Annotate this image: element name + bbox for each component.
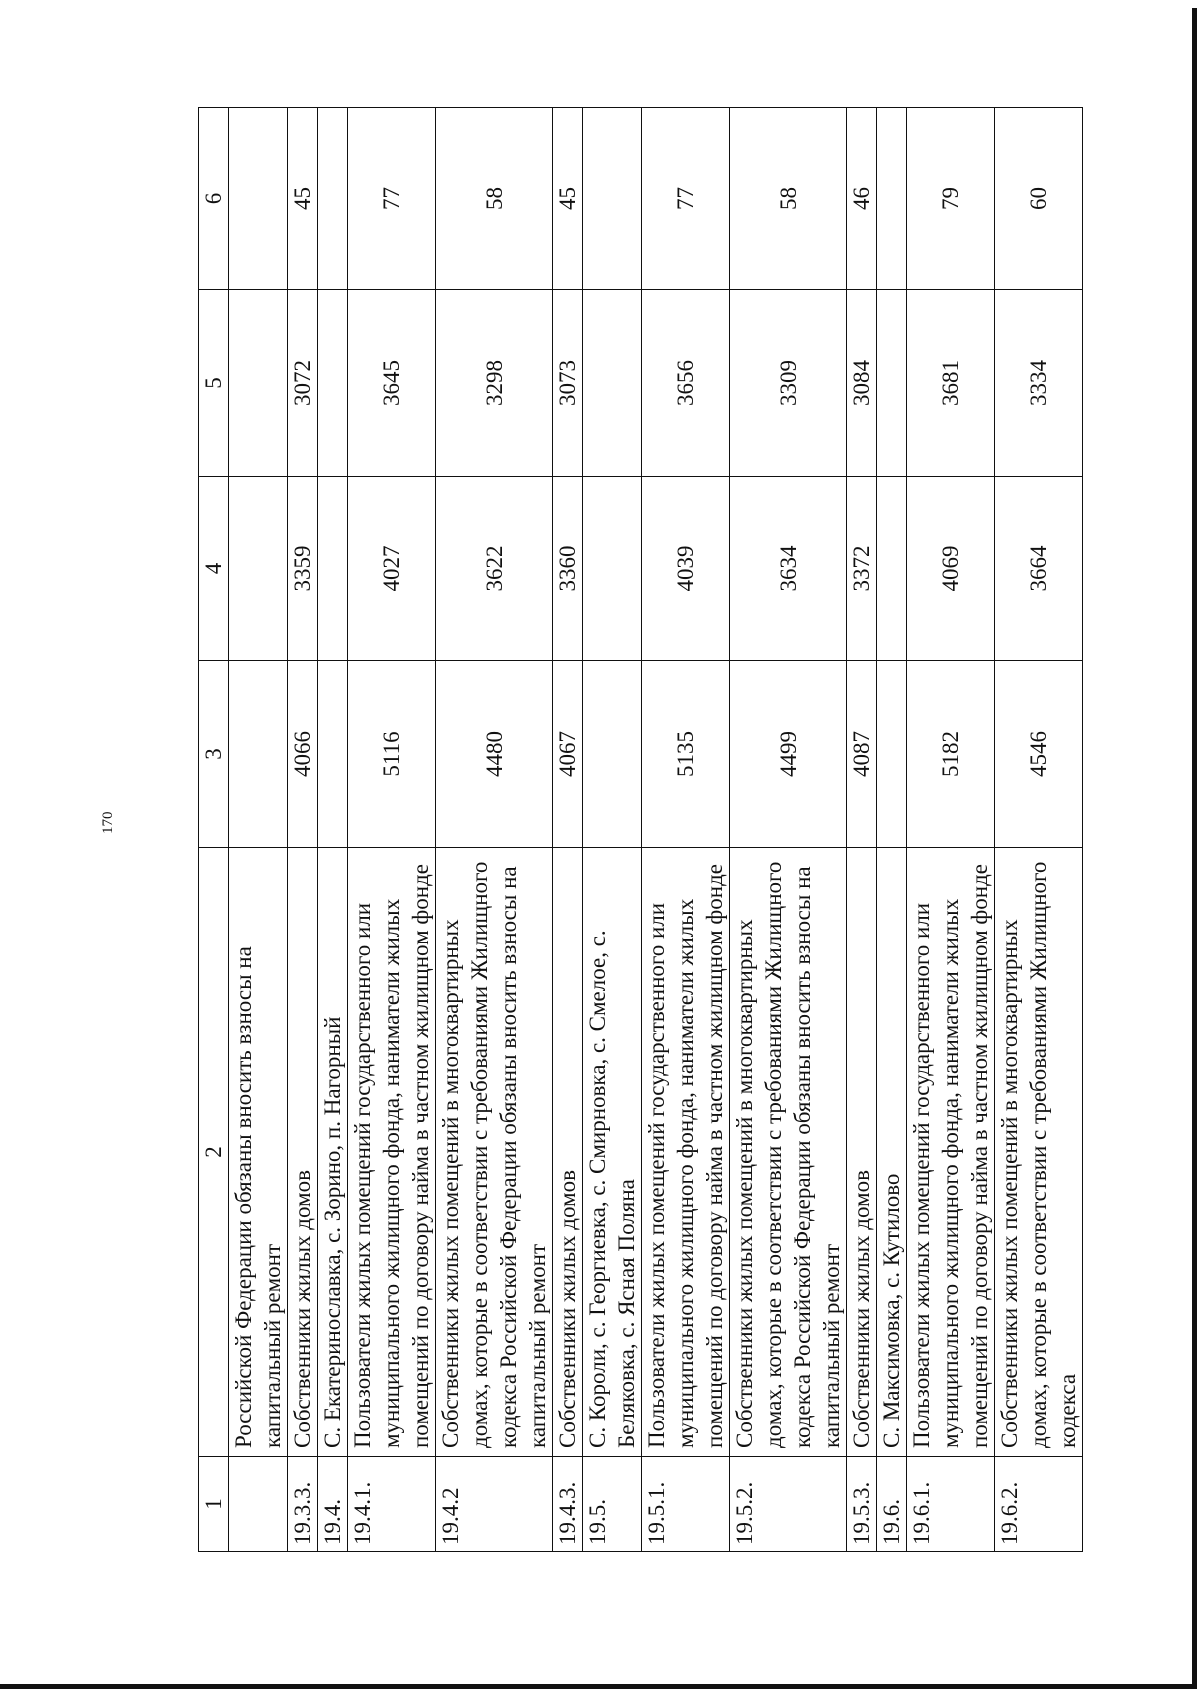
row-value-col5: 3309 (730, 290, 847, 477)
row-name-cell: С. Екатеринославка, с. Зорино, п. Нагорный (318, 848, 348, 1457)
row-value-col3: 5135 (642, 661, 730, 848)
row-value-col5: 3072 (288, 290, 318, 477)
table-row (436, 108, 553, 1552)
table-row (877, 108, 907, 1552)
row-value-col3 (877, 661, 907, 848)
row-value-col5: 3084 (847, 290, 877, 477)
row-code-cell: 19.6.1. (907, 1457, 995, 1552)
row-value-col5: 3645 (348, 290, 436, 477)
row-code-cell: 19.5. (583, 1457, 642, 1552)
row-value-col5: 3656 (642, 290, 730, 477)
row-value-col5: 3681 (907, 290, 995, 477)
row-value-col3: 4087 (847, 661, 877, 848)
row-value-col4: 4039 (642, 477, 730, 661)
row-value-col4: 3622 (436, 477, 553, 661)
table-row (907, 108, 995, 1552)
header-cell-1: 1 (199, 1457, 229, 1552)
table-row (642, 108, 730, 1552)
row-value-col4: 4027 (348, 477, 436, 661)
table-row (553, 108, 583, 1552)
row-value-col3: 4066 (288, 661, 318, 848)
row-name-cell: С. Короли, с. Георгиевка, с. Смирновка, с. Смелое, с. Беляковка, с. Ясная Поляна (583, 848, 642, 1457)
header-cell-3: 3 (199, 661, 229, 848)
page-number: 170 (100, 811, 116, 834)
row-name-cell: Собственники жилых помещений в многоквартирных домах, которые в соответствии с требованиями Жилищного кодекса Российской Федерации обязаны вносить взносы на капитальный ремонт (436, 848, 553, 1457)
row-value-col4 (877, 477, 907, 661)
page-edge-bottom (0, 1684, 1197, 1689)
row-value-col3 (318, 661, 348, 848)
table-row (583, 108, 642, 1552)
table-row (288, 108, 318, 1552)
row-name-cell: Пользователи жилых помещений государственного или муниципального жилищного фонда, наниматели жилых помещений по договору найма в частном жилищном фонде (642, 848, 730, 1457)
table-row (318, 108, 348, 1552)
row-value-col4 (583, 477, 642, 661)
row-name-cell: Пользователи жилых помещений государственного или муниципального жилищного фонда, наниматели жилых помещений по договору найма в частном жилищном фонде (348, 848, 436, 1457)
row-value-col4: 3372 (847, 477, 877, 661)
table-row (995, 108, 1083, 1552)
table-row (229, 108, 288, 1552)
row-value-col4 (229, 477, 288, 661)
row-value-col3: 5116 (348, 661, 436, 848)
row-value-col3: 4546 (995, 661, 1083, 848)
tariff-table-container (198, 108, 1123, 1552)
table-row (348, 108, 436, 1552)
row-name-cell: Собственники жилых домов (288, 848, 318, 1457)
row-code-cell: 19.5.2. (730, 1457, 847, 1552)
row-value-col4 (318, 477, 348, 661)
row-value-col5: 3073 (553, 290, 583, 477)
row-value-col6 (318, 108, 348, 290)
row-code-cell: 19.6. (877, 1457, 907, 1552)
row-code-cell: 19.5.1. (642, 1457, 730, 1552)
row-code-cell: 19.4.2 (436, 1457, 553, 1552)
row-value-col3 (229, 661, 288, 848)
row-value-col6: 79 (907, 108, 995, 290)
row-value-col5 (583, 290, 642, 477)
row-value-col3: 4480 (436, 661, 553, 848)
row-name-cell: Собственники жилых помещений в многоквартирных домах, которые в соответствии с требованиями Жилищного кодекса Российской Федерации обязаны вносить взносы на капитальный ремонт (730, 848, 847, 1457)
header-cell-2: 2 (199, 848, 229, 1457)
row-value-col4: 3664 (995, 477, 1083, 661)
row-value-col6: 77 (642, 108, 730, 290)
row-value-col6: 58 (730, 108, 847, 290)
page-edge-right (1192, 8, 1197, 1688)
row-code-cell: 19.4.1. (348, 1457, 436, 1552)
table-body (199, 108, 1083, 1552)
table-row (847, 108, 877, 1552)
row-value-col4: 3634 (730, 477, 847, 661)
row-value-col6 (877, 108, 907, 290)
table-header-row (199, 108, 229, 1552)
row-value-col5: 3298 (436, 290, 553, 477)
row-value-col5 (877, 290, 907, 477)
row-name-cell: Собственники жилых домов (553, 848, 583, 1457)
row-name-cell: Собственники жилых помещений в многоквартирных домах, которые в соответствии с требованиями Жилищного кодекса (995, 848, 1083, 1457)
row-value-col6: 45 (288, 108, 318, 290)
row-value-col6: 45 (553, 108, 583, 290)
row-value-col6: 60 (995, 108, 1083, 290)
table-row (730, 108, 847, 1552)
row-code-cell: 19.6.2. (995, 1457, 1083, 1552)
row-value-col6: 77 (348, 108, 436, 290)
row-code-cell (229, 1457, 288, 1552)
row-value-col6: 58 (436, 108, 553, 290)
tariff-table (198, 107, 1083, 1552)
row-name-cell: Пользователи жилых помещений государственного или муниципального жилищного фонда, наниматели жилых помещений по договору найма в частном жилищном фонде (907, 848, 995, 1457)
row-value-col6 (229, 108, 288, 290)
row-name-cell: С. Максимовка, с. Кутилово (877, 848, 907, 1457)
row-value-col5 (318, 290, 348, 477)
row-name-cell: Собственники жилых домов (847, 848, 877, 1457)
header-cell-6: 6 (199, 108, 229, 290)
row-code-cell: 19.4.3. (553, 1457, 583, 1552)
row-value-col6 (583, 108, 642, 290)
row-value-col3 (583, 661, 642, 848)
row-value-col3: 4067 (553, 661, 583, 848)
header-cell-4: 4 (199, 477, 229, 661)
row-value-col3: 4499 (730, 661, 847, 848)
row-value-col4: 4069 (907, 477, 995, 661)
row-value-col4: 3359 (288, 477, 318, 661)
row-value-col5 (229, 290, 288, 477)
row-value-col4: 3360 (553, 477, 583, 661)
row-value-col3: 5182 (907, 661, 995, 848)
header-cell-5: 5 (199, 290, 229, 477)
row-name-cell: Российской Федерации обязаны вносить взносы на капитальный ремонт (229, 848, 288, 1457)
row-code-cell: 19.3.3. (288, 1457, 318, 1552)
row-code-cell: 19.5.3. (847, 1457, 877, 1552)
row-code-cell: 19.4. (318, 1457, 348, 1552)
row-value-col6: 46 (847, 108, 877, 290)
row-value-col5: 3334 (995, 290, 1083, 477)
